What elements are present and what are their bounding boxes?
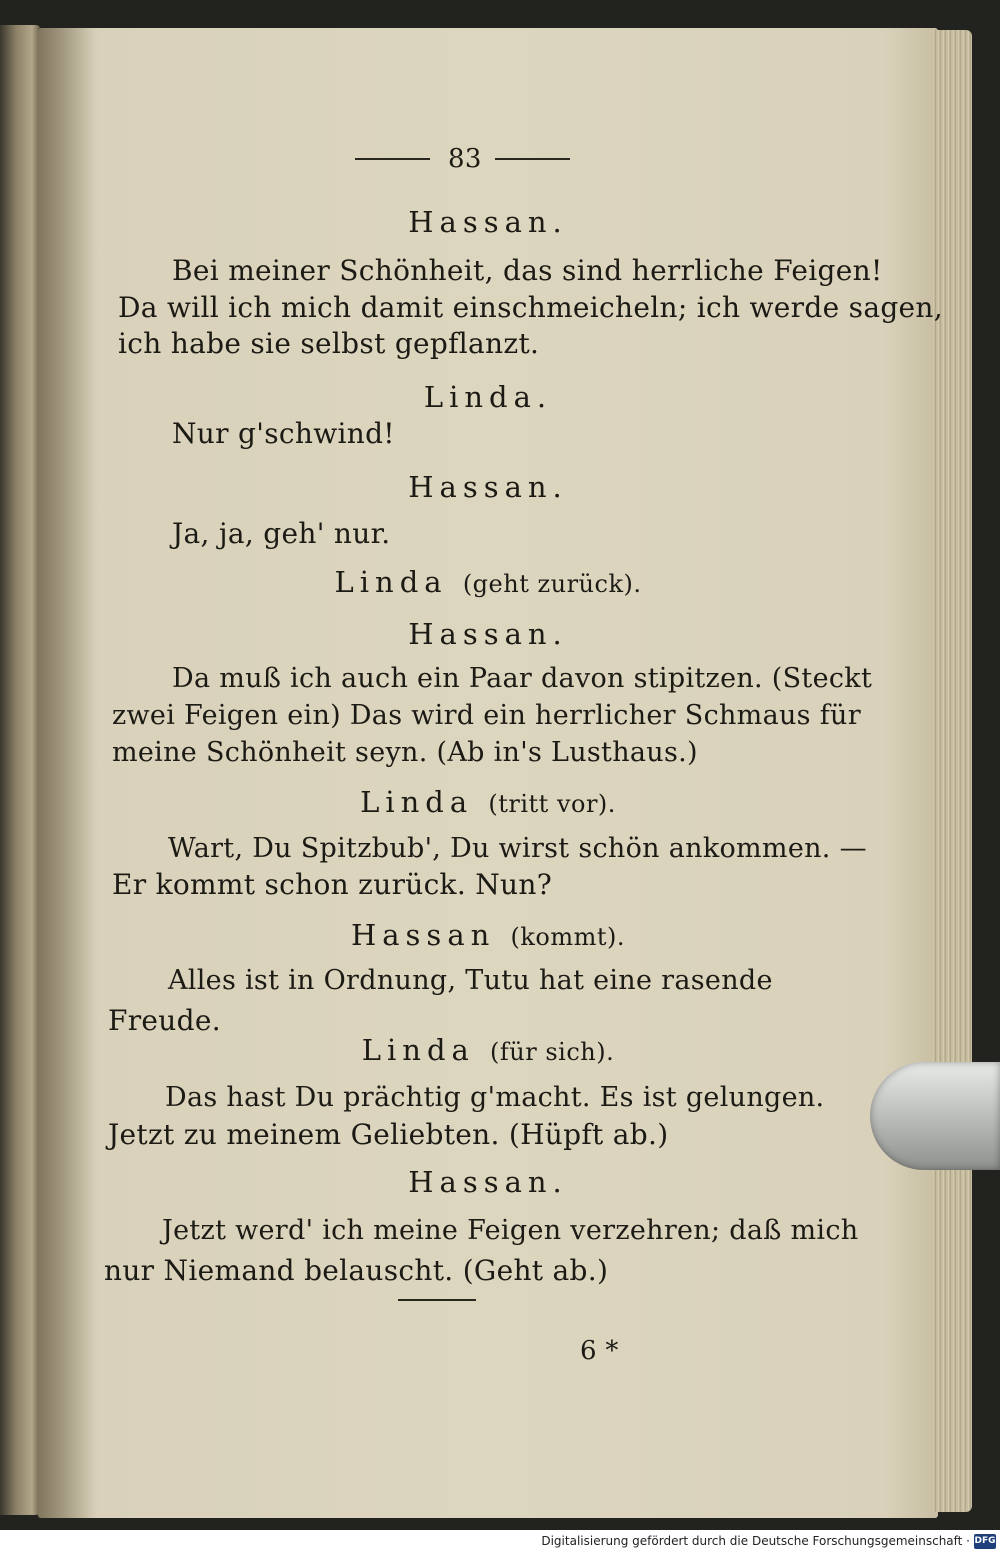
text-line: nur Niemand belauscht. (Geht ab.) xyxy=(104,1254,609,1287)
text-line: meine Schönheit seyn. (Ab in's Lusthaus.) xyxy=(112,737,698,768)
speaker-line: Hassan. xyxy=(408,617,568,651)
speaker-line: Linda (geht zurück). xyxy=(334,565,642,599)
text-line: Bei meiner Schönheit, das sind herrliche Feigen! xyxy=(172,254,883,287)
end-rule xyxy=(398,1299,476,1301)
facing-page-edge xyxy=(0,25,40,1515)
dfg-logo: DFG xyxy=(974,1534,996,1549)
text-line: Freude. xyxy=(108,1004,221,1037)
text-line: Da muß ich auch ein Paar davon stipitzen. (Steckt xyxy=(172,663,873,694)
speaker-line: Hassan. xyxy=(408,1165,568,1199)
page-stack-edges xyxy=(932,30,972,1512)
stage-direction: (geht zurück). xyxy=(462,570,642,598)
text-line: zwei Feigen ein) Das wird ein herrlicher Schmaus für xyxy=(112,700,861,731)
book-page xyxy=(38,28,938,1518)
header-rule-left xyxy=(355,158,430,160)
text-line: Jetzt zu meinem Geliebten. (Hüpft ab.) xyxy=(108,1118,669,1151)
page-clip xyxy=(870,1062,1000,1170)
stage-direction: (tritt vor). xyxy=(488,790,616,818)
text-line: Das hast Du prächtig g'macht. Es ist gelungen. xyxy=(165,1082,825,1113)
signature-mark: 6 * xyxy=(580,1336,619,1366)
footer-bar xyxy=(0,1530,1000,1554)
speaker-line: Hassan. xyxy=(408,470,568,504)
page-number: 83 xyxy=(448,144,482,174)
text-line: Nur g'schwind! xyxy=(172,417,395,450)
header-rule-right xyxy=(495,158,570,160)
text-line: Ja, ja, geh' nur. xyxy=(172,517,391,550)
speaker-line: Linda. xyxy=(423,380,553,414)
speaker-line: Hassan (kommt). xyxy=(350,918,626,952)
text-line: Wart, Du Spitzbub', Du wirst schön ankommen. — xyxy=(168,833,867,864)
speaker-line: Linda (tritt vor). xyxy=(360,785,616,819)
text-line: Da will ich mich damit einschmeicheln; ich werde sagen, xyxy=(118,291,943,324)
speaker-line: Hassan. xyxy=(408,205,568,239)
footer-credit: Digitalisierung gefördert durch die Deutsche Forschungsgemeinschaft · xyxy=(541,1534,970,1548)
text-line: Alles ist in Ordnung, Tutu hat eine rasende xyxy=(168,965,773,996)
spine-shadow xyxy=(38,28,98,1518)
stage-direction: (für sich). xyxy=(490,1038,615,1066)
speaker-line: Linda (für sich). xyxy=(361,1033,615,1067)
text-line: Er kommt schon zurück. Nun? xyxy=(112,868,553,901)
stage-direction: (kommt). xyxy=(510,923,626,951)
text-line: ich habe sie selbst gepflanzt. xyxy=(118,327,540,360)
text-line: Jetzt werd' ich meine Feigen verzehren; daß mich xyxy=(162,1215,859,1246)
